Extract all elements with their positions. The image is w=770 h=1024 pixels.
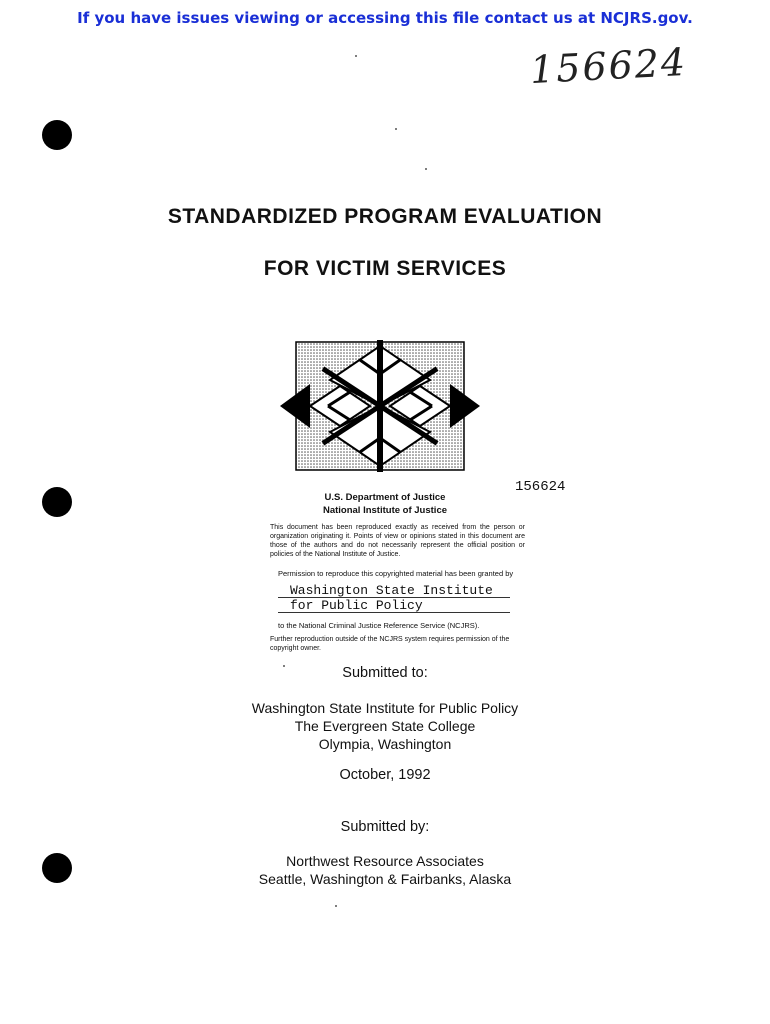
author-block: [0, 852, 770, 888]
doj-line2: National Institute of Justice: [322, 505, 448, 516]
accession-number: 156624: [515, 479, 566, 495]
punch-hole-top: [42, 120, 72, 150]
fill-in-line: [278, 612, 510, 613]
permission-statement: Permission to reproduce this copyrighted material has been granted by: [278, 569, 514, 578]
doj-line1: U.S. Department of Justice: [324, 492, 446, 503]
scan-speck: [395, 128, 397, 130]
recipient-line3: Olympia, Washington: [318, 736, 452, 752]
granted-to-line2: for Public Policy: [290, 598, 423, 613]
granted-to-line1: Washington State Institute: [290, 583, 493, 598]
author-line1: Northwest Resource Associates: [286, 853, 484, 869]
scan-speck: [335, 905, 337, 907]
document-title-line2: FOR VICTIM SERVICES: [263, 257, 507, 280]
recipient-line2: The Evergreen State College: [294, 718, 476, 734]
snowflake-logo: [280, 340, 480, 472]
submitted-by-label: Submitted by:: [340, 819, 430, 835]
scan-speck: [355, 55, 357, 57]
ncjrs-statement: to the National Criminal Justice Reference Service (NCJRS).: [278, 621, 480, 630]
scan-speck: [425, 168, 427, 170]
doj-heading: [0, 491, 770, 517]
further-reproduction-note: Further reproduction outside of the NCJRS system requires permission of the copyright owner.: [270, 636, 510, 652]
ncjrs-contact-banner: If you have issues viewing or accessing this file contact us at NCJRS.gov.: [77, 9, 693, 27]
submitted-to-label: Submitted to:: [342, 665, 428, 681]
recipient-line1: Washington State Institute for Public Policy: [251, 700, 519, 716]
handwritten-accession-number: 156624: [528, 39, 689, 93]
submission-date: October, 1992: [339, 767, 431, 783]
author-line2: Seattle, Washington & Fairbanks, Alaska: [258, 871, 512, 887]
document-title-line1: STANDARDIZED PROGRAM EVALUATION: [167, 205, 603, 228]
reproduction-notice: This document has been reproduced exactly as received from the person or organization originating it. Points of view or opinions stated in this document are those of the authors and do not necessarily represent the official position or policies of the National Institute of Justice.: [270, 524, 525, 558]
recipient-block: [0, 699, 770, 753]
